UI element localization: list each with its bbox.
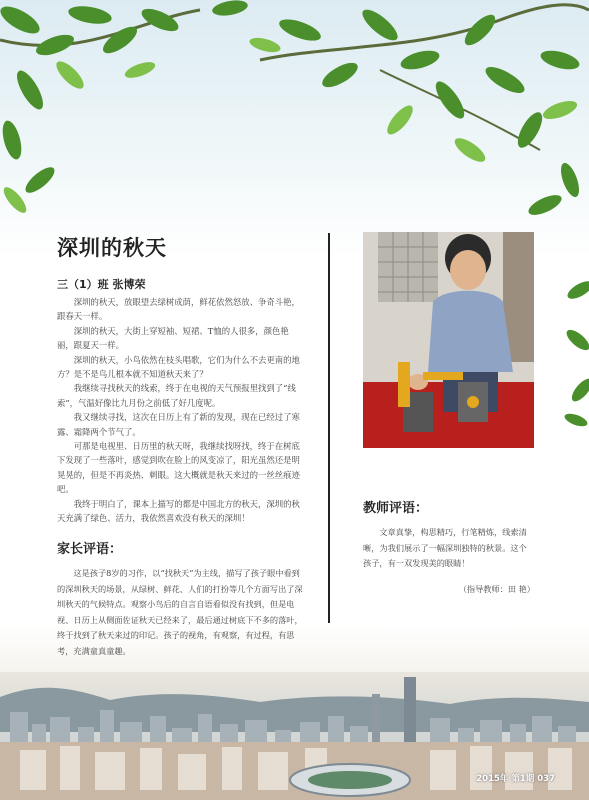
article-title: 深圳的秋天 <box>57 236 167 260</box>
teacher-comment-heading: 教师评语： <box>363 501 429 516</box>
student-photo-illustration <box>363 232 534 448</box>
teacher-signature: （指导教师：田 艳） <box>458 584 535 594</box>
page-footer: 2015年 第1期 037 <box>476 774 555 784</box>
essay-body <box>57 295 302 526</box>
student-photo <box>363 232 534 448</box>
top-foliage-decoration <box>0 0 589 230</box>
essay-paragraph: 深圳的秋天，小鸟依然在枝头唱歌，它们为什么不去更南的地方？是不是鸟儿根本就不知道秋天来了？ <box>57 354 300 380</box>
essay-paragraph: 深圳的秋天，大街上穿短袖、短裙、T恤的人很多，颜色艳丽，跟夏天一样。 <box>57 325 289 351</box>
teacher-comment-text: 文章真挚，构思精巧，行笔精炼，线索清晰，为我们展示了一幅深圳独特的秋景。这个孩子，有一双发现美的眼睛！ <box>363 527 527 569</box>
essay-paragraph: 我又继续寻找，这次在日历上有了新的发现，现在已经过了寒露、霜降两个节气了。 <box>57 412 300 437</box>
column-divider <box>328 233 330 623</box>
parent-comment-text: 这是孩子8岁的习作，以“找秋天”为主线，描写了孩子眼中看到的深圳秋天的场景，从绿树、鲜花、人们的打扮等几个方面写出了深圳秋天的气候特点。观察小鸟后的自言自语看似没有找到，但是电视、日历上从侧面佐证秋天已经来了，最后通过树底下不多的落叶，终于找到了秋天来过的印记。孩子的视角，有观察，有过程，有思考，充满童真童趣。 <box>57 568 303 656</box>
side-foliage-decoration <box>560 270 589 440</box>
essay-paragraph: 可那是电视里、日历里的秋天呀，我继续找呀找，终于在树底下发现了一些落叶，感觉到吹在脸上的风变凉了，阳光虽然还是明晃晃的，但是不再炎热、刺眼。这大概就是秋天来过的一丝丝痕迹吧。 <box>57 441 300 495</box>
essay-paragraph: 我继续寻找秋天的线索，终于在电视的天气预报里找到了“线索”，气温好像比九月份之前低了好几度呢。 <box>57 383 296 408</box>
essay-paragraph: 我终于明白了，课本上描写的都是中国北方的秋天，深圳的秋天充满了绿色、活力，我依然喜欢没有秋天的深圳！ <box>57 498 300 524</box>
parent-comment-heading: 家长评语： <box>57 542 123 557</box>
essay-paragraph: 深圳的秋天，放眼望去绿树成荫，鲜花依然怒放、争奇斗艳，跟春天一样。 <box>57 297 300 322</box>
author-byline: 三（1）班 张博荣 <box>57 278 146 291</box>
